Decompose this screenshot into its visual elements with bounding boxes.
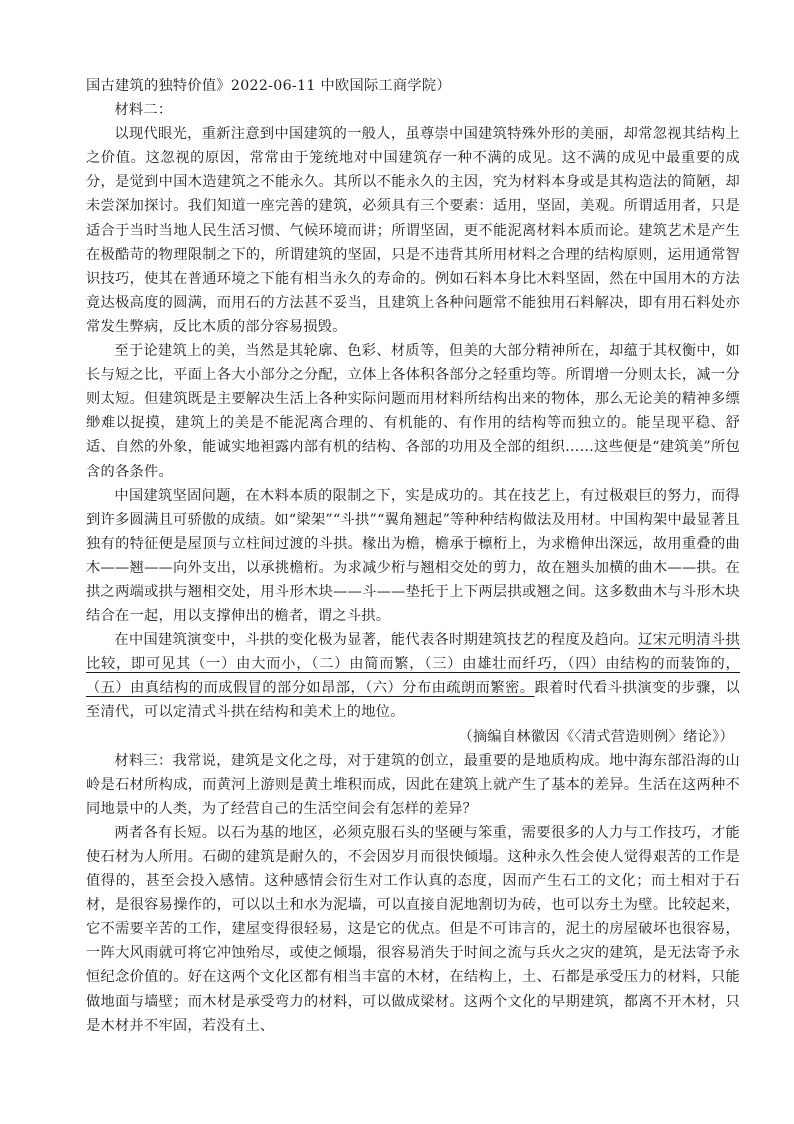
material-2-paragraph-2: 至于论建筑上的美，当然是其轮廓、色彩、材质等，但美的大部分精神所在，却蕴于其权衡中，如长与短之比，平面上各大小部分之分配，立体上各体积各部分之轻重均等。所谓增一分则太长，减一分则太短。但建筑既是主要解决生活上各种实际问题而用材料所结构出来的物体，那么无论美的精神多缥缈难以捉摸，建筑上的美是不能泥离合理的、有机能的、有作用的结构等而独立的。能呈现平稳、舒适、自然的外象，能诚实地袒露内部有机的结构、各部的功用及全部的组织……这些便是“建筑美”所包含的各条件。 (86, 343, 740, 480)
material-2-paragraph-3: 中国建筑坚固问题，在木料本质的限制之下，实是成功的。其在技艺上，有过极艰巨的努力，而得到许多圆满且可骄傲的成绩。如“梁架”“斗拱”“翼角翘起”等种种结构做法及用材。中国构架中最显著且独有的特征便是屋顶与立柱间过渡的斗拱。椽出为檐，檐承于檩桁上，为求檐伸出深远，故用重叠的曲木——翘——向外支出，以承挑檐桁。为求减少桁与翘相交处的剪力，故在翘头加横的曲木——拱。在拱之两端或拱与翘相交处，用斗形木块——斗——垫托于上下两层拱或翘之间。这多数曲木与斗形木块结合在一起，用以支撑伸出的檐者，谓之斗拱。 (86, 487, 740, 625)
material-2-paragraph-4 (86, 628, 740, 724)
material-2-source: （摘编自林徽因《〈清式营造则例〉绪论》） (458, 728, 734, 745)
paragraph-4-tail: 跟着时代看斗拱演变的步骤，以至清代，可以定清式斗拱在结构和美术上的地位。 (86, 680, 741, 721)
citation-continued: 国古建筑的独特价值》2022-06-11 中欧国际工商学院） (86, 78, 451, 94)
material-3-paragraph-1 (86, 749, 740, 821)
underlined-sentence: 辽宋元明清斗拱比较，即可见其（一）由大而小，（二）由简而繁，（三）由雄壮而纤巧，（四）由结构的而装饰的，（五）由真结构的而成假冒的部分如昂部，（六）分布由疏朗而繁密。 (86, 632, 740, 697)
material-3-paragraph-2: 两者各有长短。以石为基的地区，必须克服石头的坚硬与笨重，需要很多的人力与工作技巧，才能使石材为人所用。石砌的建筑是耐久的，不会因岁月而很快倾塌。这种永久性会使人觉得艰苦的工作是值得的，甚至会投入感情。这种感情会衍生对工作认真的态度，因而产生石工的文化；而土相对于石材，是很容易操作的，可以以土和水为泥墙，可以直接自泥地割切为砖，也可以夯土为壁。比较起来，它不需要辛苦的工作，建屋变得很轻易，这是它的优点。但是不可讳言的，泥土的房屋破坏也很容易，一阵大风雨就可将它冲蚀殆尽，或使之倾塌，很容易消失于时间之流与兵火之灾的建筑，是无法寄予永恒纪念价值的。好在这两个文化区都有相当丰富的木材，在结构上，土、石都是承受压力的材料，只能做地面与墙壁；而木材是承受弯力的材料，可以做成梁材。这两个文化的早期建筑，都离不开木材，只是木材并不牢固，若没有土、 (86, 824, 740, 1034)
document-page (86, 74, 740, 1038)
material-2-paragraph-1: 以现代眼光，重新注意到中国建筑的一般人，虽尊崇中国建筑特殊外形的美丽，却常忽视其结构上之价值。这忽视的原因，常常由于笼统地对中国建筑存一种不满的成见。这不满的成见中最重要的成分，是觉到中国木造建筑之不能永久。其所以不能永久的主因，究为材料本身或是其构造法的简陋，却未尝深加探讨。我们知道一座完善的建筑，必须具有三个要素：适用，坚固，美观。所谓适用者，只是适合于当时当地人民生活习惯、气候环境而讲；所谓坚固，更不能泥离材料本质而论。建筑艺术是产生在极酷苛的物理限制之下的，所谓建筑的坚固，只是不违背其所用材料之合理的结构原则，运用通常智识技巧，使其在普通环境之下能有相当永久的寿命的。例如石料本身比木料坚固，然在中国用木的方法竟达极高度的圆满，而用石的方法甚不妥当，且建筑上各种问题常不能独用石料解决，即有用石料处亦常发生弊病，反比木质的部分容易损毁。 (86, 126, 740, 335)
material-3-label: 材料三： (114, 752, 173, 769)
material-3-text-1: 我常说，建筑是文化之母，对于建筑的创立，最重要的是地质构成。地中海东部沿海的山岭是石材所构成，而黄河上游则是黄土堆积而成，因此在建筑上就产生了基本的差异。生活在这两种不同地景中的人类，为了经营自己的生活空间会有怎样的差异？ (86, 752, 740, 817)
paragraph-4-intro: 在中国建筑演变中，斗拱的变化极为显著，能代表各时期建筑技艺的程度及趋向。 (114, 632, 639, 649)
material-2-label: 材料二： (114, 102, 173, 119)
